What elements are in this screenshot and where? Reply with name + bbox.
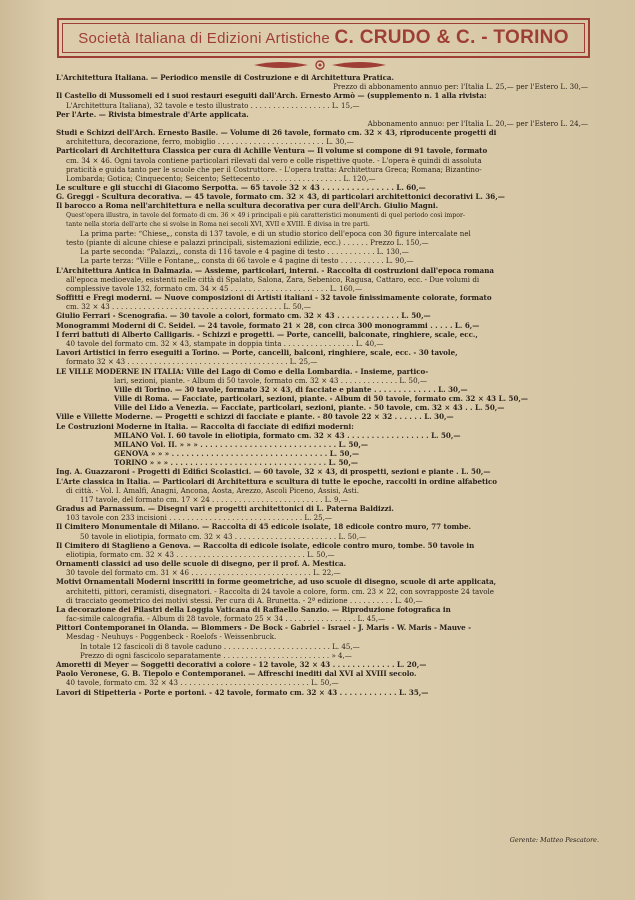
catalog-line <box>56 229 588 238</box>
catalog-line <box>56 458 588 467</box>
catalog-line <box>56 311 588 320</box>
catalog-line-text: Per l'Arte. — Rivista bimestrale d'Arte applicata. <box>56 109 249 119</box>
catalog-line-text: eliotipia, formato cm. 32 × 43 . . . . . . . . . . . . . . . . . . . . . . . . . . . . . L. 50,— <box>66 549 335 559</box>
catalog-line <box>56 174 588 183</box>
catalog-line <box>56 651 588 660</box>
catalog-line <box>56 220 588 229</box>
catalog-line <box>56 321 588 330</box>
publisher-name: C. CRUDO & C. - TORINO <box>334 27 569 48</box>
catalog-line-text: La parte seconda: “Palazzi„, consta di 116 tavole e 4 pagine di testo . . . . . . . . . . . L. 130,— <box>80 247 409 257</box>
catalog-line-text: Particolari di Architettura Classica per cura di Achille Ventura — Il volume si compone di 91 tavole, formato <box>56 146 488 156</box>
catalog-line <box>56 522 588 531</box>
catalog-line-text: TORINO » » » . . . . . . . . . . . . . . . . . . . . . . . . . . . . . . . . L. 50,— <box>114 458 358 468</box>
catalog-line-text: L'Architettura Antica in Dalmazia. — Assieme, particolari, interni. - Raccolta di costruzioni dall'epoca romana <box>56 265 495 275</box>
catalog-line <box>56 559 588 568</box>
catalog-line-text: Le Costruzioni Moderne in Italia. — Raccolta di facciate di edifizi moderni: <box>56 421 354 431</box>
catalog-line <box>56 82 588 91</box>
catalog-line-text: Il Cimitero di Staglieno a Genova. — Raccolta di edicole isolate, edicole contro muro, tombe. 50 tavole in <box>56 540 475 550</box>
catalog-line <box>56 431 588 440</box>
catalog-line <box>56 550 588 559</box>
catalog-line-text: lari, sezioni, piante. - Album di 50 tavole, formato cm. 32 × 43 . . . . . . . . . . . . . L. 50,— <box>114 375 427 385</box>
catalog-line-text: 40 tavole, formato cm. 32 × 43 . . . . . . . . . . . . . . . . . . . . . . . . . . . . . L. 50,— <box>66 678 339 688</box>
catalog-line-text: architettura, decorazione, ferro, mobiglio . . . . . . . . . . . . . . . . . . . . . . . . L. 30,— <box>66 137 354 147</box>
catalog-line-text: Abbonamento annuo: per l'Italia L. 20,— per l'Estero L. 24,— <box>367 118 588 128</box>
catalog-line <box>56 110 588 119</box>
catalog-line-text: In totale 12 fascicoli di 8 tavole caduno . . . . . . . . . . . . . . . . . . . . . . . . L. 45,— <box>80 641 360 651</box>
catalog-line-text: L'Architettura Italiana), 32 tavole e testo illustrato . . . . . . . . . . . . . . . . . . L. 15,— <box>66 100 360 110</box>
catalog-line <box>56 642 588 651</box>
catalog-line <box>56 192 588 201</box>
catalog-line <box>56 330 588 339</box>
catalog-line-text: Ville di Torino. — 30 tavole, formato 32 × 43, di facciate e piante . . . . . . . . . . . . . L. 30,— <box>114 384 468 394</box>
catalog-line-text: Ville e Villette Moderne. — Progetti e schizzi di facciate e piante. - 80 tavole 22 × 32 . . . . . . L. 30,— <box>56 412 454 422</box>
catalog-line <box>56 678 588 687</box>
catalog-line-text: fac-simile calcografia. - Album di 28 tavole, formato 25 × 34 . . . . . . . . . . . . . . . . L. 45,— <box>66 614 386 624</box>
catalog-line <box>56 165 588 174</box>
catalog-line-text: Prezzo di ogni fascicolo separatamente . . . . . . . . . . . . . . . . . . . . . . . . » 4,— <box>80 650 352 660</box>
catalog-line <box>56 504 588 513</box>
catalog-line <box>56 348 588 357</box>
catalog-line-text: testo (piante di alcune chiese e palazzi principali, sistemazioni edilizie, ecc.) . . . . . . Prezzo L. 150,— <box>66 238 429 248</box>
catalog-line <box>56 477 588 486</box>
catalog-line-text: Motivi Ornamentali Moderni inscritti in forme geometriche, ad uso scuole di disegno, scuole di arte applicata, <box>56 577 497 587</box>
catalog-line-text: Pittori Contemporanei in Olanda. — Blommers - De Bock - Gabriel - Israel - J. Maris - W. Maris - Mauve - <box>56 623 472 633</box>
ornament-divider-icon <box>250 58 390 72</box>
catalog-line <box>56 284 588 293</box>
catalog-line <box>56 467 588 476</box>
catalog-line <box>56 669 588 678</box>
catalog-line-text: 103 tavole con 233 incisioni . . . . . . . . . . . . . . . . . . . . . . . . . . . . . . L. 25,— <box>66 513 332 523</box>
catalog-line <box>56 137 588 146</box>
catalog-line <box>56 660 588 669</box>
catalog-line <box>56 302 588 311</box>
catalog-line <box>56 605 588 614</box>
catalog-line <box>56 339 588 348</box>
catalog-line-text: GENOVA » » » . . . . . . . . . . . . . . . . . . . . . . . . . . . . . . . . L. 50,— <box>114 449 360 459</box>
catalog-line <box>56 201 588 210</box>
catalog-line <box>56 568 588 577</box>
catalog-line <box>56 577 588 586</box>
catalog-line-text: Ing. A. Guazzaroni - Progetti di Edifici Scolastici. — 60 tavole, 32 × 43, di prospetti, sezioni e piante . L. 50,— <box>56 467 491 477</box>
catalog-line <box>56 91 588 100</box>
catalog-line-text: di tracciato geometrico dei motivi stessi. Per cura di A. Brunetta. - 2ª edizione . . . . . . . . . . L. 40,— <box>66 595 423 605</box>
catalog-line <box>56 367 588 376</box>
catalog-line-text: MILANO Vol. I. 60 tavole in eliotipia, formato cm. 32 × 43 . . . . . . . . . . . . . . . . . L. 50,— <box>114 430 461 440</box>
catalog-line-text: cm. 34 × 46. Ogni tavola contiene particolari rilevati dal vero e colle rispettive quote. - L'opera è quindi di assoluta <box>66 155 482 165</box>
catalog-line <box>56 403 588 412</box>
catalog-line-text: Quest'opera illustra, in tavole del formato di cm. 36 × 49 i principali e più caratteristici monumenti di quel periodo così impor- <box>66 211 466 219</box>
catalog-line-text: di città. - Vol. I. Amalfi, Anagni, Ancona, Aosta, Arezzo, Ascoli Piceno, Assisi, Asti. <box>66 485 360 495</box>
catalog-line-text: Gradus ad Parnassum. — Disegni vari e progetti architettonici di L. Paterna Baldizzi. <box>56 504 394 514</box>
catalog-line-text: Lavori di Stipetteria - Porte e portoni. - 42 tavole, formato cm. 32 × 43 . . . . . . . . . . . . L. 35,— <box>56 687 429 697</box>
catalog-line <box>56 357 588 366</box>
catalog-line <box>56 101 588 110</box>
catalog-line-text: Prezzo di abbonamento annuo per: l'Italia L. 25,— per l'Estero L. 30,— <box>333 82 588 92</box>
catalog-line <box>56 394 588 403</box>
catalog-line-text: Soffitti e Fregi moderni. — Nuove composizioni di Artisti italiani - 32 tavole finissimamente colorate, formato <box>56 293 492 303</box>
catalog-line-text: La prima parte: “Chiese„, consta di 137 tavole, e di un studio storico dell'epoca con 30 figure intercalate nel <box>80 228 471 238</box>
catalog-line <box>56 440 588 449</box>
catalog-line-text: cm. 32 × 43 . . . . . . . . . . . . . . . . . . . . . . . . . . . . . . . . . . . . . . L. 50,— <box>66 302 311 312</box>
catalog-line-text: tante nella storia dell'arte che si svolse in Roma nei secoli XVI, XVII e XVIII. È divisa in tre parti. <box>66 220 370 228</box>
catalog-line <box>56 293 588 302</box>
catalog-line-text: 40 tavole del formato cm. 32 × 43, stampate in doppia tinta . . . . . . . . . . . . . . . . L. 40,— <box>66 338 384 348</box>
catalog-line <box>56 632 588 641</box>
catalog-line <box>56 256 588 265</box>
catalog-line <box>56 532 588 541</box>
catalog-line <box>56 275 588 284</box>
catalog-line <box>56 688 588 697</box>
catalog-line <box>56 119 588 128</box>
catalog-line <box>56 587 588 596</box>
catalog-line-text: I ferri battuti di Alberto Calligaris. - Schizzi e progetti. — Porte, cancelli, balconate, ringhiere, scale, ecc., <box>56 329 478 339</box>
catalog-line-text: Studi e Schizzi dell'Arch. Ernesto Basile. — Volume di 26 tavole, formato cm. 32 × 43, riproducente progetti di <box>56 128 497 138</box>
catalog-line-text: L'Architettura Italiana. — Periodico mensile di Costruzione e di Architettura Pratica. <box>56 73 394 82</box>
catalog-line <box>56 156 588 165</box>
catalog-line-text: formato 32 × 43 . . . . . . . . . . . . . . . . . . . . . . . . . . . . . . . . . . . . L. 25,— <box>66 357 318 367</box>
page-title <box>78 27 569 49</box>
catalog-line-text: Lavori Artistici in ferro eseguiti a Torino. — Porte, cancelli, balconi, ringhiere, scale, ecc. - 30 tavole, <box>56 348 458 358</box>
catalog-line-text: La parte terza: “Ville e Fontane„, consta di 66 tavole e 4 pagine di testo . . . . . . . . . . L. 90,— <box>80 256 414 266</box>
catalog-line <box>56 146 588 155</box>
catalog-line <box>56 211 588 220</box>
catalog-list <box>56 73 588 697</box>
catalog-line <box>56 266 588 275</box>
catalog-line <box>56 623 588 632</box>
catalog-line-text: 50 tavole in eliotipia, formato cm. 32 × 43 . . . . . . . . . . . . . . . . . . . . . . . L. 50,— <box>80 531 367 541</box>
catalog-line-text: Lombarda; Gotica; Cinquecento; Seicento; Settecento . . . . . . . . . . . . . . . . . . L. 120,— <box>66 173 376 183</box>
catalog-line-text: Ville del Lido a Venezia. — Facciate, particolari, sezioni, piante. - 50 tavole, cm. 32 × 43 . . L. 50,— <box>114 403 505 413</box>
catalog-line-text: La decorazione dei Pilastri della Loggia Vaticana di Raffaello Sanzio. — Riproduzione fotografica in <box>56 604 451 614</box>
catalog-line <box>56 385 588 394</box>
catalog-line <box>56 247 588 256</box>
catalog-line-text: MILANO Vol. II. » » » . . . . . . . . . . . . . . . . . . . . . . . . . . . . L. 50,— <box>114 439 368 449</box>
catalog-line-text: praticità e guida tanto per le scuole che per il Costruttore. - L'opera tratta: Architettura Greca; Romana; Bizantino- <box>66 164 482 174</box>
catalog-line-text: Ville di Roma. — Facciate, particolari, sezioni, piante. - Album di 50 tavole, formato cm. 32 × 43 L. 50,— <box>114 394 528 404</box>
catalog-line-text: 117 tavole, del formato cm. 17 × 24 . . . . . . . . . . . . . . . . . . . . . . . . . L. 9,— <box>80 494 348 504</box>
catalog-line-text: Amoretti di Meyer — Soggetti decorativi a colore - 12 tavole, 32 × 43 . . . . . . . . . . . . . L. 20,— <box>56 660 427 669</box>
catalog-line-text: LE VILLE MODERNE IN ITALIA: Ville del Lago di Como e della Lombardia. - Insieme, partico- <box>56 366 429 376</box>
catalog-line <box>56 422 588 431</box>
catalog-line <box>56 412 588 421</box>
catalog-line <box>56 73 588 82</box>
catalog-line-text: all'epoca medioevale, esistenti nelle città di Spalato, Salona, Zara, Sebenico, Ragusa, Cattaro, ecc. - Due volumi di <box>66 274 480 284</box>
catalog-line-text: Il Castello di Mussomeli ed i suoi restauri eseguiti dall'Arch. Ernesto Armò — (supplemento n. 1 alla rivista: <box>56 91 487 101</box>
catalog-line-text: Paolo Veronese, G. B. Tiepolo e Contemporanei. — Affreschi inediti dal XVI al XVIII secolo. <box>56 669 417 679</box>
manager-credit: Gerente: Matteo Pescatore. <box>509 836 599 844</box>
society-name: Società Italiana di Edizioni Artistiche <box>78 30 331 47</box>
catalog-line <box>56 238 588 247</box>
catalog-line <box>56 183 588 192</box>
header-frame <box>57 18 590 58</box>
catalog-line <box>56 596 588 605</box>
catalog-line-text: Il Cimitero Monumentale di Milano. — Raccolta di 45 edicole isolate, 18 edicole contro muro, 77 tombe. <box>56 522 472 532</box>
catalog-line <box>56 449 588 458</box>
catalog-line-text: Giulio Ferrari - Scenografia. — 30 tavole a colori, formato cm. 32 × 43 . . . . . . . . . . . . . L. 50,— <box>56 311 431 321</box>
catalog-line-text: Monogrammi Moderni di C. Seidel. — 24 tavole, formato 21 × 28, con circa 300 monogrammi . . . . . L. 6,— <box>56 320 480 330</box>
catalog-line-text: Ornamenti classici ad uso delle scuole di disegno, per il prof. A. Mestica. <box>56 559 347 569</box>
catalog-line <box>56 541 588 550</box>
catalog-line <box>56 128 588 137</box>
catalog-line-text: architetti, pittori, ceramisti, disegnatori. - Raccolta di 24 tavole a colore, form. cm. 23 × 22, con sovrapposte 24 tavole <box>66 586 495 596</box>
catalog-line-text: 30 tavole del formato cm. 31 × 46 . . . . . . . . . . . . . . . . . . . . . . . . . . . L. 22,— <box>66 568 341 578</box>
catalog-line-text: complessive tavole 132, formato cm. 34 × 45 . . . . . . . . . . . . . . . . . . . . . . L. 160,— <box>66 283 363 293</box>
catalog-line-text: Le sculture e gli stucchi di Giacomo Serpotta. — 65 tavole 32 × 43 . . . . . . . . . . . . . . . L. 60,— <box>56 183 426 193</box>
catalog-line-text: L'Arte classica in Italia. — Particolari di Architettura e scultura di tutte le epoche, raccolti in ordine alfabetico <box>56 476 498 486</box>
catalog-line <box>56 513 588 522</box>
catalog-line <box>56 376 588 385</box>
catalog-line <box>56 486 588 495</box>
catalog-line <box>56 614 588 623</box>
catalog-line-text: Il barocco a Roma nell'architettura e nella scultura decorativa per cura dell'Arch. Giulio Magni. <box>56 201 439 211</box>
catalog-line-text: Mesdag - Neuhuys - Poggenbeck - Roelofs - Weissenbruck. <box>66 632 277 642</box>
catalog-line <box>56 495 588 504</box>
catalog-line-text: G. Greggi - Scultura decorativa. — 45 tavole, formato cm. 32 × 43, di particolari architettonici decorativi L. 36,— <box>56 192 505 202</box>
